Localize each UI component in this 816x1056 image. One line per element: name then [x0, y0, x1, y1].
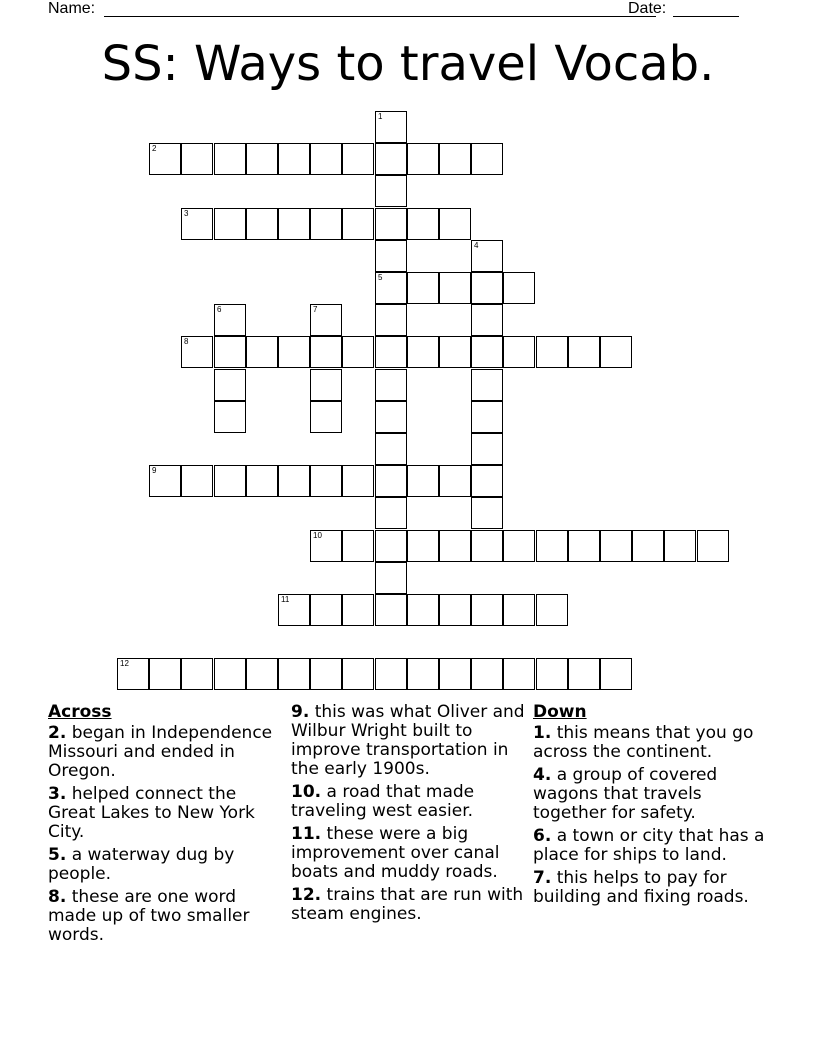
clue-number-label: 5 — [378, 273, 383, 282]
grid-cell[interactable] — [375, 658, 407, 690]
clue-text: this helps to pay for building and fixing roads. — [533, 868, 749, 907]
clue-number-label: 6 — [217, 305, 222, 314]
grid-cell[interactable] — [375, 465, 407, 497]
grid-cell[interactable] — [375, 401, 407, 433]
grid-cell[interactable] — [214, 465, 246, 497]
grid-cell[interactable] — [310, 530, 342, 562]
grid-cell[interactable] — [246, 658, 278, 690]
grid-cell[interactable] — [375, 111, 407, 143]
grid-cell[interactable] — [149, 658, 181, 690]
down-clues-column — [533, 703, 773, 911]
grid-cell[interactable] — [407, 594, 439, 626]
grid-cell[interactable] — [568, 336, 600, 368]
grid-cell[interactable] — [278, 336, 310, 368]
grid-cell[interactable] — [375, 175, 407, 207]
across-clues-column-1 — [48, 703, 273, 949]
grid-cell[interactable] — [149, 465, 181, 497]
clue-down-4 — [533, 766, 773, 823]
grid-cell[interactable] — [600, 658, 632, 690]
grid-cell[interactable] — [471, 401, 503, 433]
grid-cell[interactable] — [375, 530, 407, 562]
clue-text: trains that are run with steam engines. — [291, 885, 524, 924]
clue-number: 5. — [48, 845, 67, 865]
clue-text: this means that you go across the continent. — [533, 723, 754, 762]
grid-cell[interactable] — [214, 304, 246, 336]
grid-cell[interactable] — [439, 272, 471, 304]
grid-cell[interactable] — [439, 143, 471, 175]
grid-cell[interactable] — [214, 369, 246, 401]
grid-cell[interactable] — [407, 336, 439, 368]
grid-cell[interactable] — [181, 465, 213, 497]
grid-cell[interactable] — [375, 240, 407, 272]
clue-across-3 — [48, 785, 273, 842]
grid-cell[interactable] — [278, 594, 310, 626]
grid-cell[interactable] — [310, 336, 342, 368]
grid-cell[interactable] — [536, 658, 568, 690]
clue-number-label: 10 — [313, 531, 322, 540]
grid-cell[interactable] — [471, 369, 503, 401]
grid-cell[interactable] — [310, 208, 342, 240]
grid-cell[interactable] — [471, 304, 503, 336]
grid-cell[interactable] — [439, 594, 471, 626]
grid-cell[interactable] — [278, 143, 310, 175]
grid-cell[interactable] — [471, 143, 503, 175]
grid-cell[interactable] — [214, 208, 246, 240]
clue-number-label: 3 — [184, 209, 189, 218]
grid-cell[interactable] — [214, 336, 246, 368]
grid-cell[interactable] — [149, 143, 181, 175]
grid-cell[interactable] — [471, 594, 503, 626]
clue-across-11 — [291, 825, 527, 882]
grid-cell[interactable] — [375, 562, 407, 594]
grid-cell[interactable] — [471, 465, 503, 497]
clue-across-9 — [291, 703, 527, 779]
grid-cell[interactable] — [342, 336, 374, 368]
grid-cell[interactable] — [310, 401, 342, 433]
clue-text: a group of covered wagons that travels together for safety. — [533, 765, 718, 823]
grid-cell[interactable] — [664, 530, 696, 562]
down-heading: Down — [533, 702, 587, 722]
grid-cell[interactable] — [278, 208, 310, 240]
grid-cell[interactable] — [407, 208, 439, 240]
grid-cell[interactable] — [342, 208, 374, 240]
grid-cell[interactable] — [536, 594, 568, 626]
clue-across-2 — [48, 724, 273, 781]
clue-number-label: 8 — [184, 337, 189, 346]
grid-cell[interactable] — [181, 336, 213, 368]
grid-cell[interactable] — [600, 530, 632, 562]
name-label: Name: — [48, 0, 96, 17]
grid-cell[interactable] — [342, 530, 374, 562]
clue-number-label: 4 — [474, 241, 479, 250]
clue-number: 9. — [291, 702, 310, 722]
clue-number-label: 12 — [120, 659, 129, 668]
clue-across-12 — [291, 886, 527, 924]
grid-cell[interactable] — [375, 272, 407, 304]
grid-cell[interactable] — [471, 658, 503, 690]
grid-cell[interactable] — [117, 658, 149, 690]
clue-text: a waterway dug by people. — [48, 845, 235, 884]
grid-cell[interactable] — [181, 143, 213, 175]
grid-cell[interactable] — [568, 658, 600, 690]
grid-cell[interactable] — [632, 530, 664, 562]
grid-cell[interactable] — [375, 208, 407, 240]
grid-cell[interactable] — [246, 143, 278, 175]
grid-cell[interactable] — [471, 497, 503, 529]
grid-cell[interactable] — [246, 465, 278, 497]
grid-cell[interactable] — [568, 530, 600, 562]
clue-text: these were a big improvement over canal boats and muddy roads. — [291, 824, 500, 882]
grid-cell[interactable] — [407, 530, 439, 562]
grid-cell[interactable] — [439, 208, 471, 240]
clue-number-label: 9 — [152, 466, 157, 475]
grid-cell[interactable] — [342, 465, 374, 497]
grid-cell[interactable] — [342, 594, 374, 626]
grid-cell[interactable] — [697, 530, 729, 562]
grid-cell[interactable] — [310, 369, 342, 401]
grid-cell[interactable] — [503, 594, 535, 626]
clue-number: 7. — [533, 868, 552, 888]
clue-text: a road that made traveling west easier. — [291, 782, 475, 821]
grid-cell[interactable] — [503, 336, 535, 368]
clue-number: 12. — [291, 885, 322, 905]
grid-cell[interactable] — [407, 465, 439, 497]
clue-down-1 — [533, 724, 773, 762]
grid-cell[interactable] — [471, 240, 503, 272]
grid-cell[interactable] — [181, 208, 213, 240]
grid-cell[interactable] — [246, 336, 278, 368]
grid-cell[interactable] — [439, 658, 471, 690]
clue-number-label: 2 — [152, 144, 157, 153]
grid-cell[interactable] — [310, 304, 342, 336]
clue-text: helped connect the Great Lakes to New York City. — [48, 784, 255, 842]
clue-number: 6. — [533, 826, 552, 846]
grid-cell[interactable] — [471, 336, 503, 368]
grid-cell[interactable] — [310, 594, 342, 626]
grid-cell[interactable] — [375, 336, 407, 368]
clue-across-10 — [291, 783, 527, 821]
grid-cell[interactable] — [375, 143, 407, 175]
clue-down-7 — [533, 869, 773, 907]
clue-number: 4. — [533, 765, 552, 785]
clue-across-8 — [48, 888, 273, 945]
grid-cell[interactable] — [471, 530, 503, 562]
grid-cell[interactable] — [439, 465, 471, 497]
grid-cell[interactable] — [503, 658, 535, 690]
clue-across-5 — [48, 846, 273, 884]
clue-number: 1. — [533, 723, 552, 743]
across-heading: Across — [48, 702, 112, 722]
grid-cell[interactable] — [214, 143, 246, 175]
clue-number-label: 7 — [313, 305, 318, 314]
grid-cell[interactable] — [278, 465, 310, 497]
grid-cell[interactable] — [503, 530, 535, 562]
grid-cell[interactable] — [310, 658, 342, 690]
clue-number: 11. — [291, 824, 322, 844]
grid-cell[interactable] — [407, 272, 439, 304]
page-title: SS: Ways to travel Vocab. — [101, 36, 715, 92]
grid-cell[interactable] — [214, 401, 246, 433]
grid-cell[interactable] — [407, 658, 439, 690]
clue-text: this was what Oliver and Wilbur Wright built to improve transportation in the early 1900s. — [291, 702, 525, 779]
grid-cell[interactable] — [181, 658, 213, 690]
clue-down-6 — [533, 827, 773, 865]
grid-cell[interactable] — [407, 143, 439, 175]
grid-cell[interactable] — [310, 465, 342, 497]
grid-cell[interactable] — [503, 272, 535, 304]
grid-cell[interactable] — [375, 433, 407, 465]
grid-cell[interactable] — [471, 433, 503, 465]
grid-cell[interactable] — [342, 658, 374, 690]
grid-cell[interactable] — [246, 208, 278, 240]
clue-text: these are one word made up of two smaller words. — [48, 887, 250, 945]
clue-number: 3. — [48, 784, 67, 804]
grid-cell[interactable] — [471, 272, 503, 304]
grid-cell[interactable] — [600, 336, 632, 368]
clue-number-label: 11 — [281, 595, 290, 604]
clue-text: began in Independence Missouri and ended in Oregon. — [48, 723, 273, 781]
grid-cell[interactable] — [375, 594, 407, 626]
grid-cell[interactable] — [342, 143, 374, 175]
grid-cell[interactable] — [375, 304, 407, 336]
grid-cell[interactable] — [214, 658, 246, 690]
grid-cell[interactable] — [375, 369, 407, 401]
grid-cell[interactable] — [536, 336, 568, 368]
clue-number-label: 1 — [378, 112, 383, 121]
date-label: Date: — [628, 0, 667, 17]
across-clues-column-2 — [291, 703, 527, 928]
grid-cell[interactable] — [439, 530, 471, 562]
grid-cell[interactable] — [310, 143, 342, 175]
grid-cell[interactable] — [375, 497, 407, 529]
clue-text: a town or city that has a place for ships to land. — [533, 826, 765, 865]
grid-cell[interactable] — [536, 530, 568, 562]
clue-number: 10. — [291, 782, 322, 802]
clue-number: 8. — [48, 887, 67, 907]
grid-cell[interactable] — [439, 336, 471, 368]
grid-cell[interactable] — [278, 658, 310, 690]
clue-number: 2. — [48, 723, 67, 743]
